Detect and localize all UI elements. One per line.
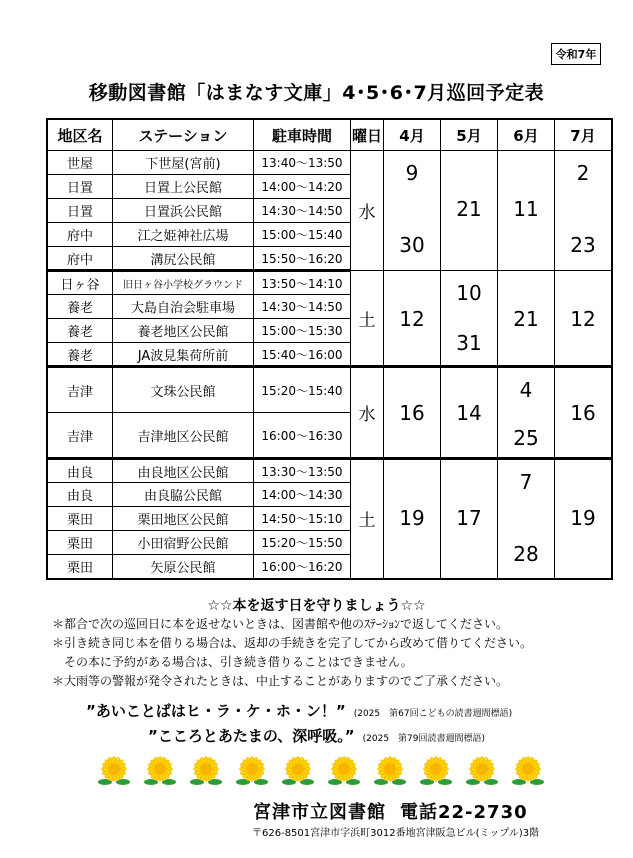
era-badge: 令和7年 <box>551 43 601 65</box>
library-address: 〒626-8501宮津市字浜町3012番地宮津阪急ビル(ミップル)3階 <box>252 828 540 839</box>
table-row <box>47 367 612 413</box>
date-value: 16 <box>399 401 425 425</box>
dandelion-icon <box>282 755 314 787</box>
station-cell: 養老地区公民館 <box>113 319 254 343</box>
dandelion-icon <box>98 755 130 787</box>
time-cell: 15:00～15:40 <box>254 223 351 247</box>
area-cell: 府中 <box>47 223 113 247</box>
april-dates <box>384 151 441 271</box>
date-value: 19 <box>570 506 596 530</box>
area-cell: 養老 <box>47 319 113 343</box>
june-dates <box>498 271 555 367</box>
station-cell: 由良脇公民館 <box>113 483 254 507</box>
station-cell: 日置浜公民館 <box>113 199 254 223</box>
time-cell: 14:50～15:10 <box>254 507 351 531</box>
date-value: 9 <box>405 161 419 185</box>
dandelion-icon <box>374 755 406 787</box>
station-cell: 小田宿野公民館 <box>113 531 254 555</box>
dandelion-icon <box>144 755 176 787</box>
slogan-childrens <box>86 700 512 721</box>
station-cell: 吉津地区公民館 <box>113 413 254 459</box>
date-value: 10 <box>456 281 482 305</box>
may-dates <box>441 271 498 367</box>
table-row <box>47 151 612 175</box>
header-station: ステーション <box>113 119 254 151</box>
station-cell: JA波見集荷所前 <box>113 343 254 367</box>
time-cell: 13:50～14:10 <box>254 271 351 295</box>
may-dates <box>441 151 498 271</box>
library-phone: 電話22-2730 <box>400 802 528 823</box>
area-cell: 府中 <box>47 247 113 271</box>
date-value: 19 <box>399 506 425 530</box>
header-june: 6月 <box>498 119 555 151</box>
station-cell: 日置上公民館 <box>113 175 254 199</box>
area-cell: 日置 <box>47 175 113 199</box>
area-cell: 養老 <box>47 343 113 367</box>
table-row <box>47 271 612 295</box>
slogan-text: ”こころとあたまの、深呼吸。” <box>148 727 355 745</box>
station-cell: 江之姫神社広場 <box>113 223 254 247</box>
schedule-table <box>46 118 613 580</box>
july-dates <box>555 271 613 367</box>
time-cell: 14:30～14:50 <box>254 199 351 223</box>
dandelion-icon <box>512 755 544 787</box>
header-july: 7月 <box>555 119 613 151</box>
time-cell: 16:00～16:20 <box>254 555 351 579</box>
date-value: 31 <box>456 331 482 355</box>
slogan-source: (2025 第79回読書週間標語) <box>362 734 486 744</box>
day-cell: 水 <box>351 367 384 459</box>
area-cell: 由良 <box>47 459 113 483</box>
date-value: 12 <box>399 307 425 331</box>
day-cell: 水 <box>351 151 384 271</box>
day-cell: 土 <box>351 459 384 579</box>
header-may: 5月 <box>441 119 498 151</box>
area-cell: 吉津 <box>47 367 113 413</box>
date-value: 21 <box>456 197 482 221</box>
library-name: 宮津市立図書館 <box>253 802 386 823</box>
date-value: 28 <box>513 542 539 566</box>
area-cell: 栗田 <box>47 507 113 531</box>
june-dates <box>498 367 555 459</box>
station-cell: 矢原公民館 <box>113 555 254 579</box>
area-cell: 日ヶ谷 <box>47 271 113 295</box>
return-reminder: ☆☆本を返す日を守りましょう☆☆ <box>207 598 426 614</box>
july-dates <box>555 151 613 271</box>
date-value: 12 <box>570 307 596 331</box>
day-cell: 土 <box>351 271 384 367</box>
date-value: 25 <box>513 426 539 450</box>
station-cell: 由良地区公民館 <box>113 459 254 483</box>
area-cell: 吉津 <box>47 413 113 459</box>
dandelion-icon <box>236 755 268 787</box>
june-dates <box>498 151 555 271</box>
time-cell: 14:00～14:30 <box>254 483 351 507</box>
time-cell: 13:40～13:50 <box>254 151 351 175</box>
station-cell: 栗田地区公民館 <box>113 507 254 531</box>
dandelion-icon <box>190 755 222 787</box>
time-cell: 14:00～14:20 <box>254 175 351 199</box>
date-value: 4 <box>519 378 533 402</box>
date-value: 11 <box>513 197 539 221</box>
april-dates <box>384 271 441 367</box>
header-day: 曜日 <box>351 119 384 151</box>
note-item: ＊都合で次の巡回日に本を返せないときは、図書館や他のｽﾃｰｼｮﾝで返してください。 <box>52 617 509 631</box>
area-cell: 栗田 <box>47 531 113 555</box>
area-cell: 日置 <box>47 199 113 223</box>
header-time: 駐車時間 <box>254 119 351 151</box>
note-item: ＊大雨等の警報が発令されたときは、中止することがありますのでご了承ください。 <box>52 674 509 688</box>
header-april: 4月 <box>384 119 441 151</box>
area-cell: 栗田 <box>47 555 113 579</box>
area-cell: 養老 <box>47 295 113 319</box>
page-title: 移動図書館「はまなす文庫」4･5･6･7月巡回予定表 <box>88 82 545 104</box>
table-row <box>47 459 612 483</box>
time-cell: 14:30～14:50 <box>254 295 351 319</box>
time-cell: 16:00～16:30 <box>254 413 351 459</box>
slogan-reading-week <box>148 725 485 746</box>
date-value: 17 <box>456 506 482 530</box>
flower-decoration <box>98 755 558 789</box>
area-cell: 由良 <box>47 483 113 507</box>
dandelion-icon <box>328 755 360 787</box>
date-value: 21 <box>513 307 539 331</box>
date-value: 30 <box>399 233 425 257</box>
header-area: 地区名 <box>47 119 113 151</box>
note-item: その本に予約がある場合は、引き続き借りることはできません。 <box>52 655 413 669</box>
may-dates <box>441 367 498 459</box>
time-cell: 15:50～16:20 <box>254 247 351 271</box>
station-cell: 文珠公民館 <box>113 367 254 413</box>
date-value: 14 <box>456 401 482 425</box>
note-item: ＊引き続き同じ本を借りる場合は、返却の手続きを完了してから改めて借りてください。 <box>52 636 533 650</box>
station-cell: 溝尻公民館 <box>113 247 254 271</box>
slogan-source: (2025 第67回こどもの読書週間標語) <box>353 709 513 719</box>
header-row <box>47 119 612 151</box>
time-cell: 15:20～15:50 <box>254 531 351 555</box>
area-cell: 世屋 <box>47 151 113 175</box>
date-value: 2 <box>576 161 590 185</box>
july-dates <box>555 367 613 459</box>
dandelion-icon <box>420 755 452 787</box>
station-cell: 旧日ヶ谷小学校グラウンド <box>113 271 254 295</box>
time-cell: 15:40～16:00 <box>254 343 351 367</box>
slogan-text: ”あいことばはヒ・ラ・ケ・ホ・ン！” <box>86 702 346 720</box>
station-cell: 大島自治会駐車場 <box>113 295 254 319</box>
station-cell: 下世屋(宮前) <box>113 151 254 175</box>
april-dates <box>384 367 441 459</box>
time-cell: 15:20～15:40 <box>254 367 351 413</box>
july-dates <box>555 459 613 579</box>
april-dates <box>384 459 441 579</box>
may-dates <box>441 459 498 579</box>
date-value: 16 <box>570 401 596 425</box>
date-value: 7 <box>519 470 533 494</box>
time-cell: 13:30～13:50 <box>254 459 351 483</box>
notes-list <box>52 615 532 691</box>
time-cell: 15:00～15:30 <box>254 319 351 343</box>
date-value: 23 <box>570 233 596 257</box>
dandelion-icon <box>466 755 498 787</box>
june-dates <box>498 459 555 579</box>
